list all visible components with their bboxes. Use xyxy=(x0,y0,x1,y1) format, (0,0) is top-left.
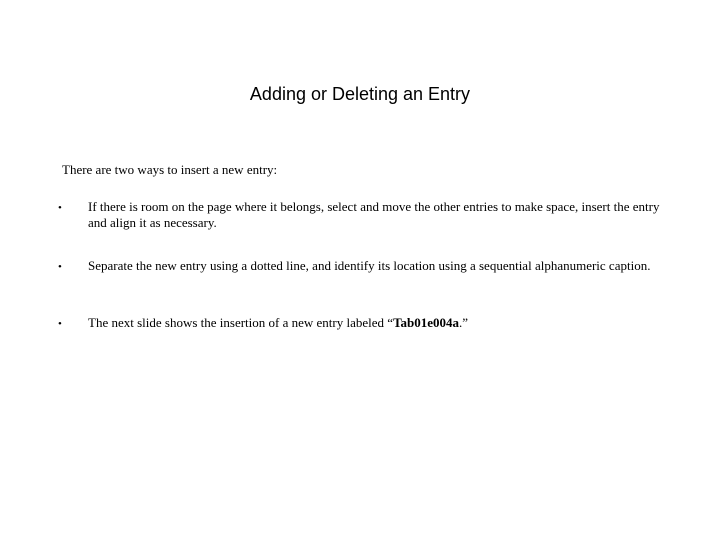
slide-title: Adding or Deleting an Entry xyxy=(249,84,471,104)
entry-label: Tab01e004a xyxy=(393,315,460,330)
bullet-dot-icon: • xyxy=(58,318,62,330)
bullet-text-before: The next slide shows the insertion of a new entry labeled “ xyxy=(88,315,394,330)
bullet-text xyxy=(88,315,666,331)
intro-text: There are two ways to insert a new entry: xyxy=(62,162,278,177)
bullet-text-after: .” xyxy=(459,315,469,330)
bullet-text: If there is room on the page where it belongs, select and move the other entries to make space, insert the entry and align it as necessary. xyxy=(88,199,660,230)
bullet-dot-icon: • xyxy=(58,202,62,214)
bullet-text: Separate the new entry using a dotted line, and identify its location using a sequential alphanumeric caption. xyxy=(88,258,651,273)
bullet-dot-icon: • xyxy=(58,261,62,273)
